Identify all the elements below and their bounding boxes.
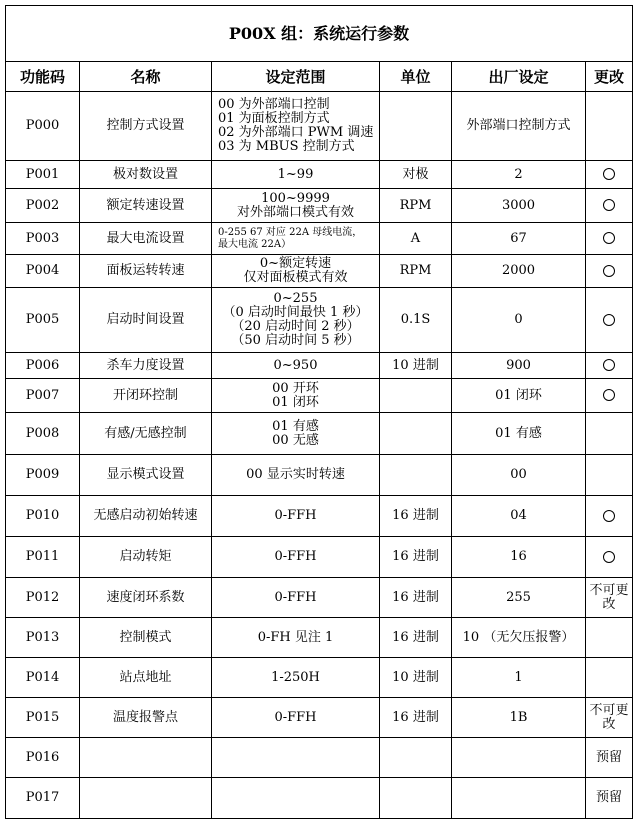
function-code-cell: P013: [6, 618, 80, 658]
unit-cell: 10 进制: [380, 658, 452, 698]
table-row: [6, 537, 633, 578]
function-code-cell: P002: [6, 189, 80, 223]
function-code-cell: P009: [6, 455, 80, 496]
name-cell: 速度闭环系数: [80, 578, 212, 618]
change-cell: [586, 496, 633, 537]
range-line: 0~255: [273, 291, 318, 306]
header-default: 出厂设定: [452, 62, 586, 92]
default-cell: [452, 778, 586, 819]
range-cell: [212, 413, 380, 455]
name-cell: 极对数设置: [80, 161, 212, 189]
name-cell: 无感启动初始转速: [80, 496, 212, 537]
range-line: 01 为面板控制方式: [218, 111, 330, 126]
range-cell: [212, 455, 380, 496]
function-code-cell: P006: [6, 353, 80, 379]
change-cell: [586, 379, 633, 413]
range-line: 0-FFH: [274, 508, 317, 523]
default-cell: 外部端口控制方式: [452, 92, 586, 161]
range-cell: [212, 537, 380, 578]
range-line: （0 启动时间最快 1 秒）: [222, 305, 369, 320]
name-cell: [80, 778, 212, 819]
modifiable-circle-icon: [603, 232, 615, 244]
name-cell: 站点地址: [80, 658, 212, 698]
range-line: 0-FH 见注 1: [257, 629, 334, 645]
change-cell: 预留: [586, 738, 633, 778]
range-line: 0-255 67 对应 22A 母线电流，: [218, 226, 363, 238]
name-cell: 启动时间设置: [80, 288, 212, 353]
range-cell: [212, 496, 380, 537]
change-cell: 不可更改: [586, 698, 633, 738]
default-cell: 16: [452, 537, 586, 578]
table-row: [6, 455, 633, 496]
range-cell: [212, 255, 380, 288]
range-cell: [212, 189, 380, 223]
unit-cell: 10 进制: [380, 353, 452, 379]
default-cell: [452, 738, 586, 778]
change-cell: [586, 537, 633, 578]
range-line: 03 为 MBUS 控制方式: [218, 139, 355, 154]
name-cell: 控制模式: [80, 618, 212, 658]
unit-cell: [380, 379, 452, 413]
change-cell: [586, 161, 633, 189]
change-cell: [586, 618, 633, 658]
name-cell: [80, 738, 212, 778]
unit-cell: RPM: [380, 189, 452, 223]
range-line: 0~额定转速: [259, 256, 332, 271]
name-cell: 启动转矩: [80, 537, 212, 578]
function-code-cell: P001: [6, 161, 80, 189]
function-code-cell: P007: [6, 379, 80, 413]
table-row: [6, 92, 633, 161]
title-row: [6, 6, 633, 62]
name-cell: 有感/无感控制: [80, 413, 212, 455]
function-code-cell: P015: [6, 698, 80, 738]
table-row: [6, 161, 633, 189]
range-line: 00 开环: [272, 380, 319, 396]
function-code-cell: P005: [6, 288, 80, 353]
table-row: [6, 778, 633, 819]
modifiable-circle-icon: [603, 359, 615, 371]
unit-cell: 16 进制: [380, 496, 452, 537]
range-line: （20 启动时间 2 秒）: [231, 319, 360, 334]
table-row: [6, 288, 633, 353]
unit-cell: [380, 413, 452, 455]
default-cell: 00: [452, 455, 586, 496]
change-cell: [586, 288, 633, 353]
table-row: [6, 223, 633, 255]
table-row: [6, 189, 633, 223]
table-row: [6, 413, 633, 455]
range-cell: [212, 618, 380, 658]
default-cell: 1B: [452, 698, 586, 738]
name-cell: 额定转速设置: [80, 189, 212, 223]
name-cell: 开闭环控制: [80, 379, 212, 413]
unit-cell: [380, 738, 452, 778]
table-row: [6, 578, 633, 618]
modifiable-circle-icon: [603, 168, 615, 180]
range-cell: [212, 698, 380, 738]
function-code-cell: P011: [6, 537, 80, 578]
default-cell: 10 （无欠压报警）: [452, 618, 586, 658]
range-cell: [212, 92, 380, 161]
change-cell: [586, 189, 633, 223]
name-cell: 杀车力度设置: [80, 353, 212, 379]
range-line: 00 为外部端口控制: [218, 97, 330, 112]
name-cell: 温度报警点: [80, 698, 212, 738]
range-line: 00 显示实时转速: [246, 467, 345, 482]
unit-cell: RPM: [380, 255, 452, 288]
function-code-cell: P004: [6, 255, 80, 288]
default-cell: 67: [452, 223, 586, 255]
range-line: 0-FFH: [274, 709, 317, 725]
change-cell: [586, 658, 633, 698]
range-line: 01 闭环: [272, 394, 319, 410]
header-unit: 单位: [380, 62, 452, 92]
header-name: 名称: [80, 62, 212, 92]
table-row: [6, 738, 633, 778]
name-cell: 显示模式设置: [80, 455, 212, 496]
range-line: 100~9999: [261, 190, 330, 206]
unit-cell: 16 进制: [380, 698, 452, 738]
range-line: 0~950: [273, 357, 318, 373]
table-row: [6, 698, 633, 738]
default-cell: 04: [452, 496, 586, 537]
default-cell: 3000: [452, 189, 586, 223]
range-line: 01 有感: [272, 418, 319, 434]
modifiable-circle-icon: [603, 265, 615, 277]
parameter-table: [5, 5, 633, 819]
range-line: 对外部端口模式有效: [236, 204, 354, 220]
range-cell: [212, 379, 380, 413]
unit-cell: [380, 92, 452, 161]
name-cell: 控制方式设置: [80, 92, 212, 161]
function-code-cell: P010: [6, 496, 80, 537]
default-cell: 255: [452, 578, 586, 618]
table-row: [6, 658, 633, 698]
change-cell: 预留: [586, 778, 633, 819]
unit-cell: A: [380, 223, 452, 255]
range-line: 仅对面板模式有效: [243, 270, 348, 285]
range-cell: [212, 658, 380, 698]
range-cell: [212, 738, 380, 778]
range-cell: [212, 353, 380, 379]
modifiable-circle-icon: [603, 389, 615, 401]
table-row: [6, 496, 633, 537]
range-line: 0-FFH: [274, 589, 317, 605]
table-row: [6, 379, 633, 413]
default-cell: 900: [452, 353, 586, 379]
default-cell: 2: [452, 161, 586, 189]
function-code-cell: P012: [6, 578, 80, 618]
modifiable-circle-icon: [603, 314, 615, 326]
range-cell: [212, 223, 380, 255]
header-code: 功能码: [6, 62, 80, 92]
change-cell: [586, 223, 633, 255]
unit-cell: 0.1S: [380, 288, 452, 353]
range-line: 0-FFH: [274, 549, 317, 564]
range-cell: [212, 778, 380, 819]
default-cell: 1: [452, 658, 586, 698]
change-cell: [586, 92, 633, 161]
name-cell: 最大电流设置: [80, 223, 212, 255]
range-cell: [212, 161, 380, 189]
unit-cell: 对极: [380, 161, 452, 189]
table-row: [6, 618, 633, 658]
range-line: 1~99: [277, 166, 314, 182]
range-line: （50 启动时间 5 秒）: [231, 333, 360, 348]
default-cell: 0: [452, 288, 586, 353]
change-cell: [586, 255, 633, 288]
unit-cell: 16 进制: [380, 537, 452, 578]
function-code-cell: P008: [6, 413, 80, 455]
default-cell: 01 闭环: [452, 379, 586, 413]
header-range: 设定范围: [212, 62, 380, 92]
unit-cell: [380, 778, 452, 819]
modifiable-circle-icon: [603, 199, 615, 211]
table-title: P00X 组：系统运行参数: [6, 6, 633, 62]
change-cell: [586, 353, 633, 379]
function-code-cell: P000: [6, 92, 80, 161]
table-row: [6, 255, 633, 288]
function-code-cell: P017: [6, 778, 80, 819]
range-cell: [212, 578, 380, 618]
default-cell: 01 有感: [452, 413, 586, 455]
function-code-cell: P016: [6, 738, 80, 778]
header-row: [6, 62, 633, 92]
unit-cell: 16 进制: [380, 578, 452, 618]
unit-cell: [380, 455, 452, 496]
change-cell: [586, 455, 633, 496]
range-line: 最大电流 22A）: [218, 238, 292, 250]
function-code-cell: P014: [6, 658, 80, 698]
table-row: [6, 353, 633, 379]
function-code-cell: P003: [6, 223, 80, 255]
default-cell: 2000: [452, 255, 586, 288]
range-line: 00 无感: [272, 432, 319, 448]
range-cell: [212, 288, 380, 353]
unit-cell: 16 进制: [380, 618, 452, 658]
name-cell: 面板运转转速: [80, 255, 212, 288]
range-line: 02 为外部端口 PWM 调速: [218, 125, 374, 140]
modifiable-circle-icon: [603, 551, 615, 563]
modifiable-circle-icon: [603, 510, 615, 522]
header-change: 更改: [586, 62, 633, 92]
change-cell: [586, 413, 633, 455]
change-cell: 不可更改: [586, 578, 633, 618]
range-line: 1-250H: [271, 669, 320, 685]
